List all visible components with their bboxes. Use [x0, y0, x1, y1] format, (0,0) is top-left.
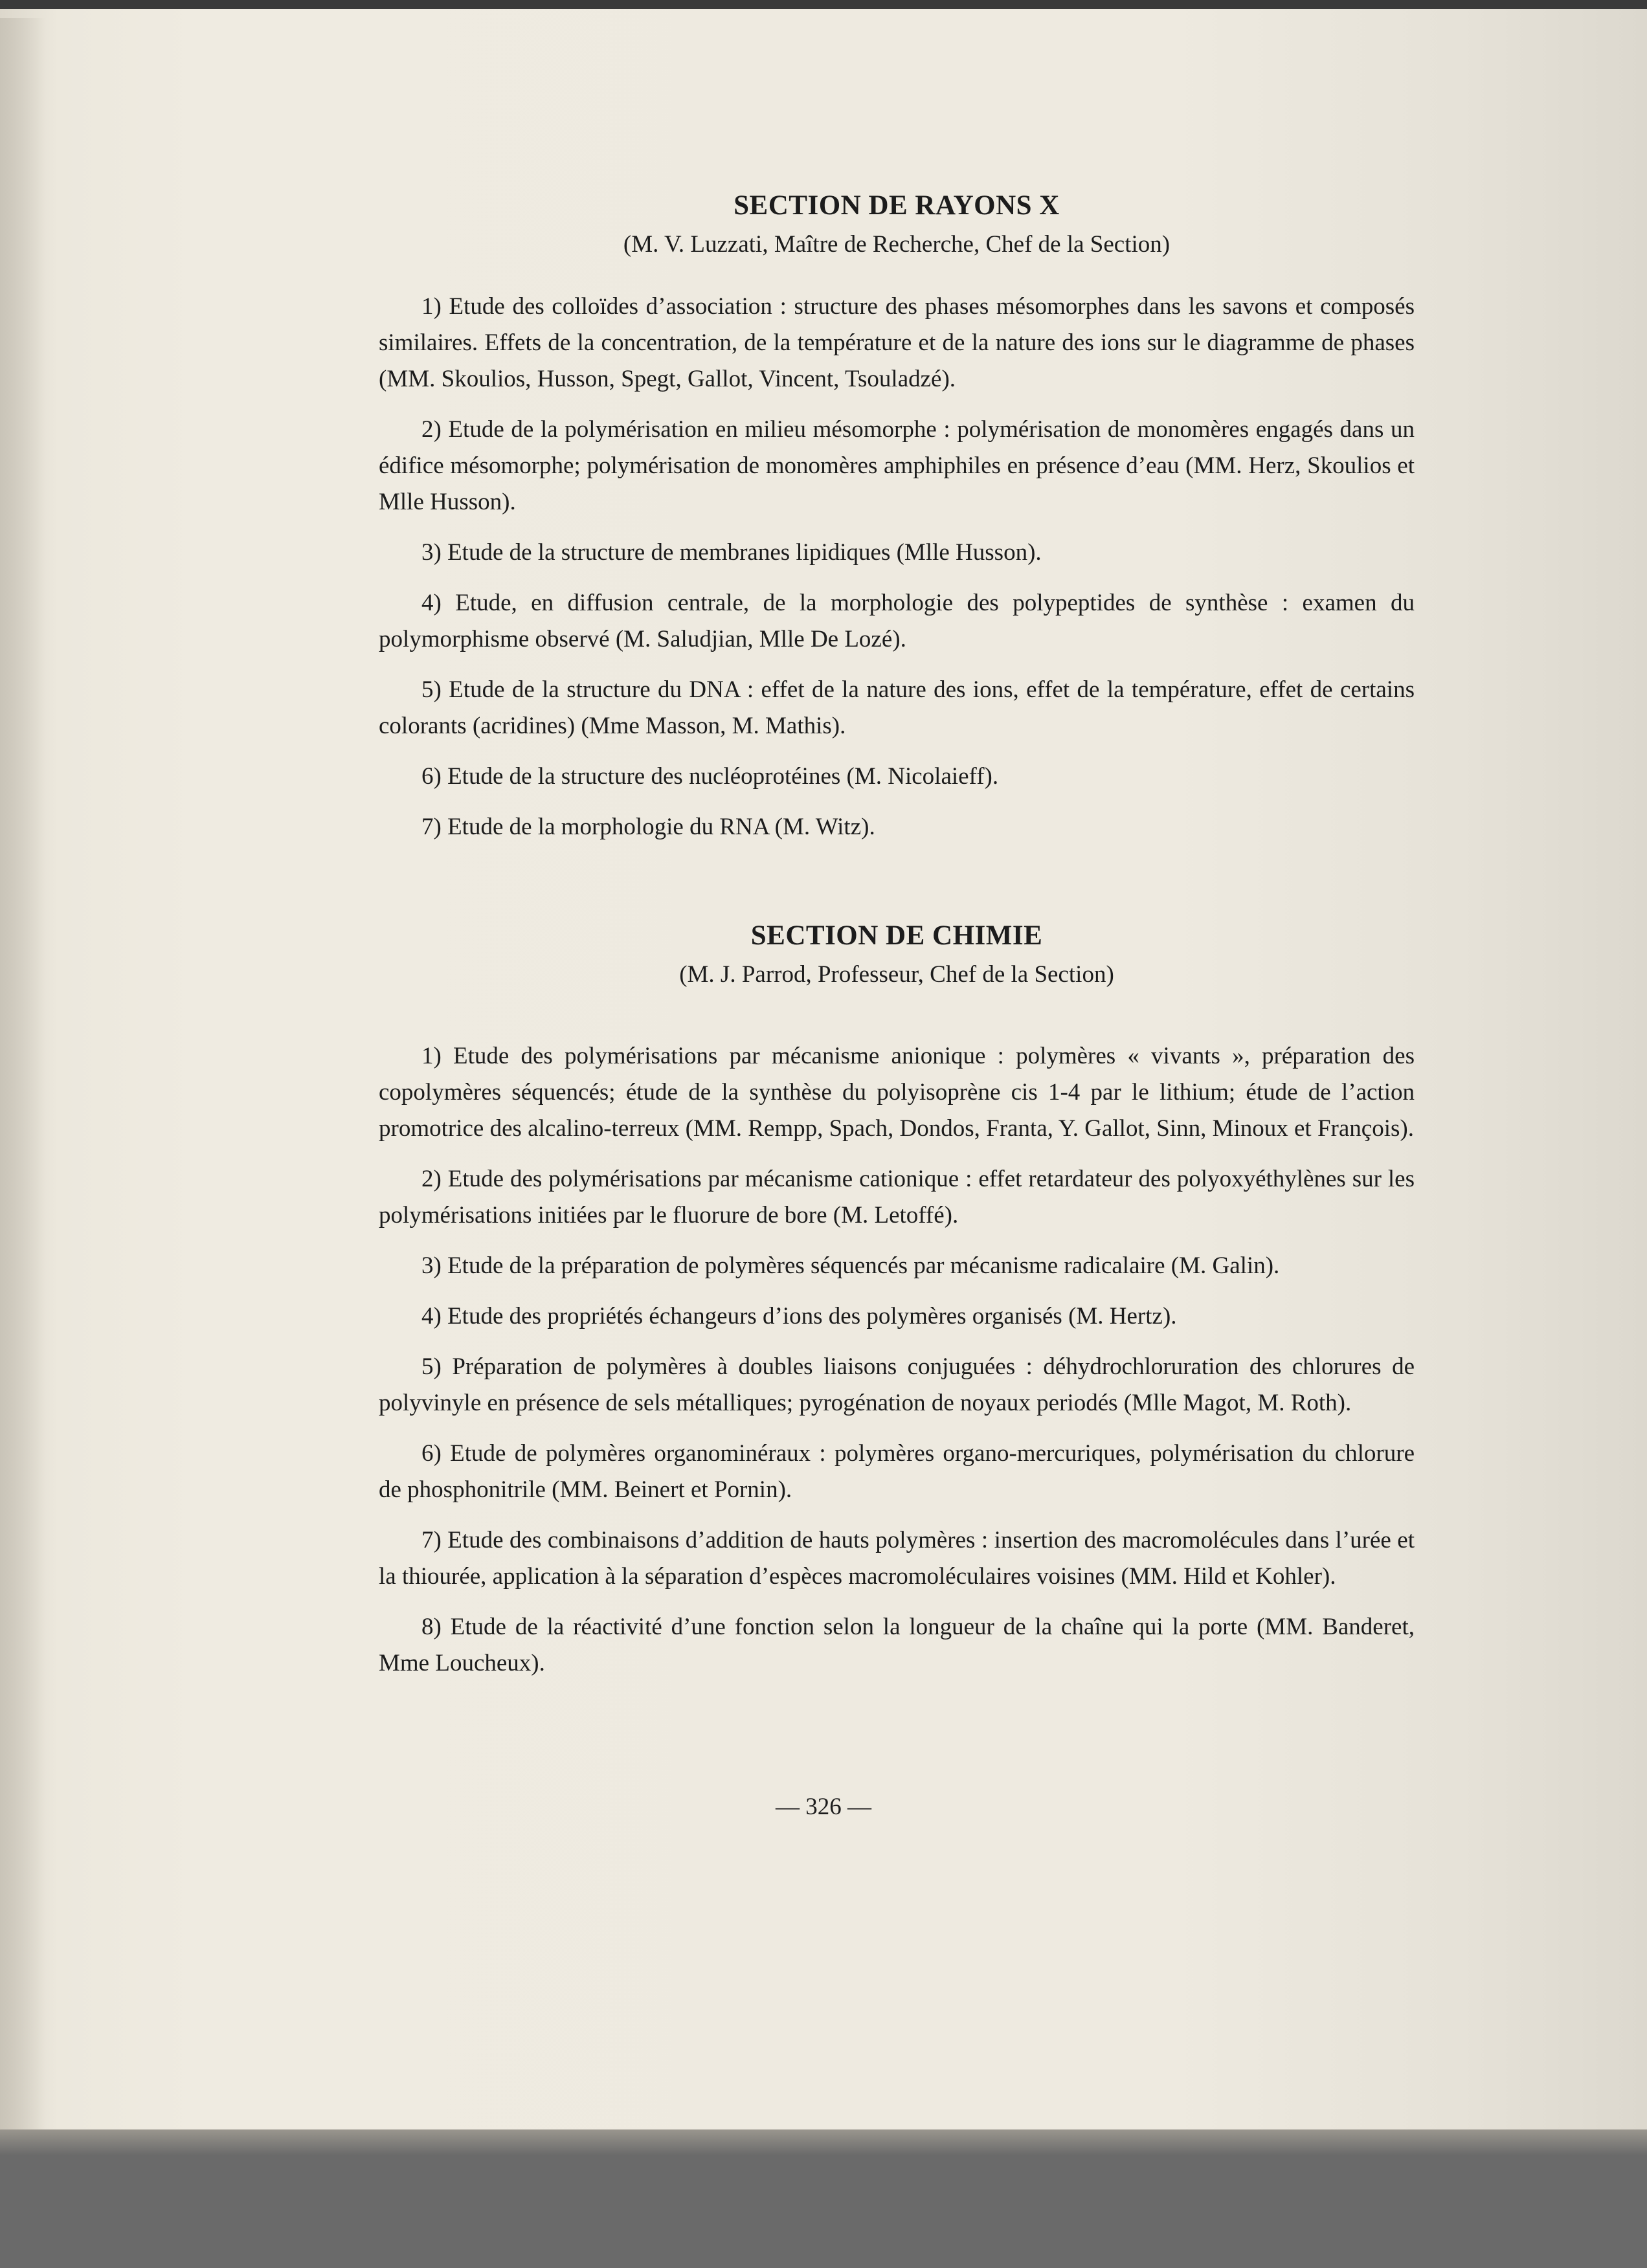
list-item: 5) Préparation de polymères à doubles liaisons conjuguées : déhydrochloruration des chlorures de polyvinyle en présence de sels métalliques; pyrogénation de noyaux periodés (Mlle Magot, M. Roth).	[379, 1353, 1415, 1416]
list-item: 7) Etude des combinaisons d’addition de hauts polymères : insertion des macromolécules dans l’urée et la thiourée, application à la séparation d’espèces macromoléculaires voisines (MM. Hild et Kohler).	[379, 1527, 1415, 1590]
list-item: 3) Etude de la préparation de polymères séquencés par mécanisme radicalaire (M. Galin).	[421, 1252, 1280, 1279]
section-chimie-subtitle: (M. J. Parrod, Professeur, Chef de la Section)	[679, 961, 1114, 988]
section-rayons-x-title: SECTION DE RAYONS X	[734, 190, 1060, 221]
list-item: 1) Etude des polymérisations par mécanisme anionique : polymères « vivants », préparation des copolymères séquencés; étude de la synthèse du polyisoprène cis 1-4 par le lithium; étude de l’action promotrice des alcalino-terreux (MM. Rempp, Spach, Dondos, Franta, Y. Gallot, Sinn, Minoux et François).	[379, 1043, 1415, 1142]
list-item: 8) Etude de la réactivité d’une fonction selon la longueur de la chaîne qui la porte (MM. Banderet, Mme Loucheux).	[379, 1614, 1415, 1676]
scan-top-edge	[0, 0, 1647, 9]
page-gutter-shadow	[0, 18, 45, 2145]
section-rayons-x-items	[379, 289, 1415, 845]
list-item: 3) Etude de la structure de membranes lipidiques (Mlle Husson).	[421, 539, 1042, 566]
list-item: 5) Etude de la structure du DNA : effet de la nature des ions, effet de la température, effet de certains colorants (acridines) (Mme Masson, M. Mathis).	[379, 676, 1415, 739]
scan-bottom-edge	[0, 2129, 1647, 2155]
list-item: 1) Etude des colloïdes d’association : structure des phases mésomorphes dans les savons et composés similaires. Effets de la concentration, de la température et de la nature des ions sur le diagramme de phases (MM. Skoulios, Husson, Spegt, Gallot, Vincent, Tsouladzé).	[379, 293, 1415, 392]
page-content	[379, 188, 1415, 1696]
list-item: 2) Etude des polymérisations par mécanisme cationique : effet retardateur des polyoxyéthylènes sur les polymérisations initiées par le fluorure de bore (M. Letoffé).	[379, 1166, 1415, 1228]
list-item: 4) Etude des propriétés échangeurs d’ions des polymères organisés (M. Hertz).	[421, 1303, 1177, 1329]
section-chimie-title: SECTION DE CHIMIE	[750, 920, 1043, 951]
list-item: 6) Etude de polymères organominéraux : polymères organo-mercuriques, polymérisation du chlorure de phosphonitrile (MM. Beinert et Pornin).	[379, 1440, 1415, 1503]
list-item: 2) Etude de la polymérisation en milieu mésomorphe : polymérisation de monomères engagés dans un édifice mésomorphe; polymérisation de monomères amphiphiles en présence d’eau (MM. Herz, Skoulios et Mlle Husson).	[379, 416, 1415, 515]
list-item: 4) Etude, en diffusion centrale, de la morphologie des polypeptides de synthèse : examen du polymorphisme observé (M. Saludjian, Mlle De Lozé).	[379, 590, 1415, 652]
section-chimie-items	[379, 1038, 1415, 1682]
page-number: — 326 —	[776, 1794, 871, 1820]
section-spacer	[379, 860, 1415, 918]
list-item: 6) Etude de la structure des nucléoprotéines (M. Nicolaieff).	[421, 763, 999, 790]
list-item: 7) Etude de la morphologie du RNA (M. Witz).	[421, 814, 875, 840]
section-rayons-x-subtitle: (M. V. Luzzati, Maître de Recherche, Chef de la Section)	[623, 231, 1171, 258]
